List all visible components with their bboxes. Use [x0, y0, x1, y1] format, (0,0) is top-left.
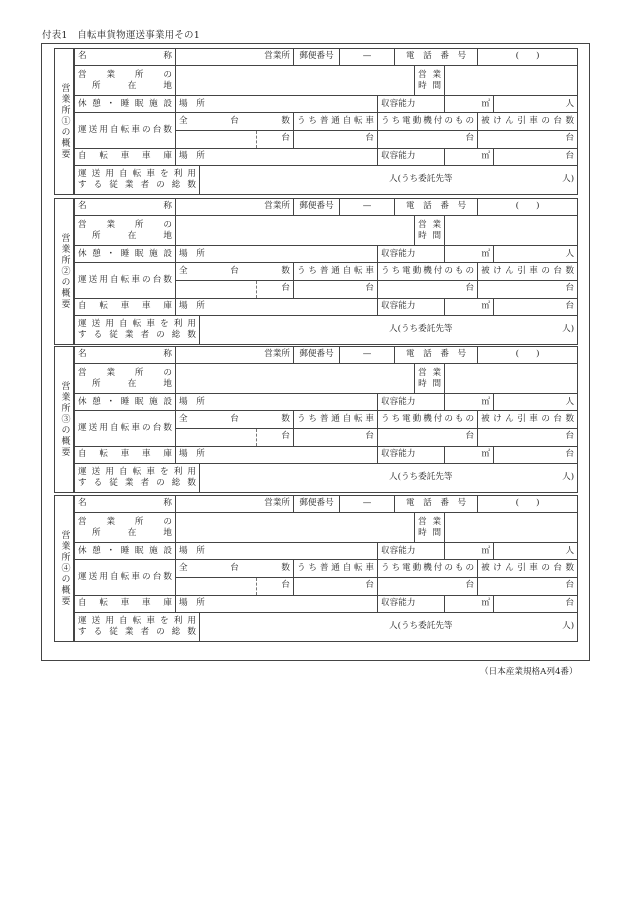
office-table [74, 198, 578, 345]
hours-field[interactable] [445, 216, 578, 246]
rest-capacity-label: 収容能力 [378, 96, 445, 113]
staff-label-line2: する従業者の総数 [78, 329, 196, 340]
rest-capacity-label: 収容能力 [378, 543, 445, 560]
regular-bike-unit[interactable]: 台 [294, 428, 378, 446]
phone-field[interactable]: ( ) [478, 347, 578, 364]
postal-label: 郵便番号 [294, 49, 340, 66]
address-field[interactable] [176, 513, 415, 543]
total-count-input[interactable] [176, 577, 257, 595]
section-side-label [54, 198, 74, 345]
regular-bike-header: うち普通自転車 [294, 263, 378, 280]
rest-facility-label: 休憩・睡眠施設 [75, 543, 176, 560]
electric-bike-unit[interactable]: 台 [378, 577, 478, 595]
rest-area-field[interactable]: ㎡ [445, 96, 494, 113]
bike-count-label: 運送用自転車の台数 [75, 411, 176, 446]
address-label [75, 364, 176, 394]
staff-close-text: 人) [562, 621, 575, 632]
phone-field[interactable]: ( ) [478, 199, 578, 216]
name-label: 名 称 [75, 49, 176, 66]
garage-area-field[interactable]: ㎡ [445, 298, 494, 315]
rest-capacity-label: 収容能力 [378, 394, 445, 411]
hours-label [415, 66, 445, 96]
form-title: 付表1 自転車貨物運送事業用その1 [42, 30, 200, 41]
office-name-field[interactable]: 営業所 [176, 199, 294, 216]
hours-field[interactable] [445, 513, 578, 543]
rest-area-field[interactable]: ㎡ [445, 543, 494, 560]
electric-bike-header: うち電動機付のもの [378, 560, 478, 577]
phone-label: 電 話 番 号 [395, 347, 478, 364]
electric-bike-unit[interactable]: 台 [378, 130, 478, 148]
section-side-label [54, 346, 74, 493]
electric-bike-unit[interactable]: 台 [378, 280, 478, 298]
hours-label-line1: 営業 [418, 70, 442, 81]
rest-facility-label: 休憩・睡眠施設 [75, 394, 176, 411]
section-side-label [54, 48, 74, 195]
total-count-header: 全 台 数 [176, 411, 294, 428]
postal-label: 郵便番号 [294, 199, 340, 216]
rest-capacity-label: 収容能力 [378, 246, 445, 263]
office-name-field[interactable]: 営業所 [176, 496, 294, 513]
garage-place-field[interactable]: 場 所 [176, 446, 378, 463]
name-label: 名 称 [75, 199, 176, 216]
hours-label [415, 216, 445, 246]
address-field[interactable] [176, 364, 415, 394]
phone-label: 電 話 番 号 [395, 199, 478, 216]
address-label-line2: 所在地 [92, 378, 172, 389]
hours-field[interactable] [445, 66, 578, 96]
address-field[interactable] [176, 66, 415, 96]
staff-label-line1: 運送用自転車を利用 [78, 467, 196, 478]
phone-field[interactable]: ( ) [478, 496, 578, 513]
total-count-header: 全 台 数 [176, 560, 294, 577]
staff-value-text: 人(うち委託先等 [389, 621, 453, 632]
rest-place-field[interactable]: 場 所 [176, 246, 378, 263]
postal-field[interactable]: — [340, 496, 395, 513]
standard-footnote: （日本産業規格A列4番） [480, 667, 578, 677]
postal-label: 郵便番号 [294, 496, 340, 513]
postal-field[interactable]: — [340, 199, 395, 216]
regular-bike-unit[interactable]: 台 [294, 280, 378, 298]
garage-capacity-label: 収容能力 [378, 595, 445, 612]
rest-facility-label: 休憩・睡眠施設 [75, 96, 176, 113]
rest-area-field[interactable]: ㎡ [445, 246, 494, 263]
address-label-line2: 所在地 [92, 230, 172, 241]
phone-label: 電 話 番 号 [395, 496, 478, 513]
section-side-text: 営業所④の概要 [59, 530, 70, 607]
garage-capacity-label: 収容能力 [378, 298, 445, 315]
postal-label: 郵便番号 [294, 347, 340, 364]
office-section-3 [54, 346, 577, 493]
regular-bike-header: うち普通自転車 [294, 560, 378, 577]
hours-label-line1: 営業 [418, 517, 442, 528]
garage-count-field[interactable]: 台 [494, 148, 578, 165]
rest-persons-field[interactable]: 人 [494, 394, 578, 411]
electric-bike-unit[interactable]: 台 [378, 428, 478, 446]
hours-label [415, 364, 445, 394]
rest-persons-field[interactable]: 人 [494, 246, 578, 263]
staff-value-text: 人(うち委託先等 [389, 472, 453, 483]
phone-label: 電 話 番 号 [395, 49, 478, 66]
section-side-text: 営業所①の概要 [59, 83, 70, 160]
bike-count-label: 運送用自転車の台数 [75, 560, 176, 595]
electric-bike-header: うち電動機付のもの [378, 263, 478, 280]
address-label-line1: 営業所の [78, 70, 172, 81]
total-count-header: 全 台 数 [176, 263, 294, 280]
hours-label-line1: 営業 [418, 368, 442, 379]
address-label-line1: 営業所の [78, 368, 172, 379]
bike-count-label: 運送用自転車の台数 [75, 113, 176, 148]
regular-bike-header: うち普通自転車 [294, 113, 378, 130]
hours-label-line1: 営業 [418, 220, 442, 231]
staff-total-field[interactable] [200, 463, 578, 492]
rest-persons-field[interactable]: 人 [494, 96, 578, 113]
address-label-line1: 営業所の [78, 517, 172, 528]
address-label [75, 513, 176, 543]
towed-vehicle-header: 被けん引車の台数 [478, 263, 578, 280]
total-count-unit: 台 [257, 280, 294, 298]
office-section-1 [54, 48, 577, 195]
electric-bike-header: うち電動機付のもの [378, 113, 478, 130]
towed-vehicle-unit[interactable]: 台 [478, 428, 578, 446]
office-section-4 [54, 495, 577, 642]
postal-field[interactable]: — [340, 347, 395, 364]
garage-area-field[interactable]: ㎡ [445, 446, 494, 463]
phone-field[interactable]: ( ) [478, 49, 578, 66]
office-table [74, 48, 578, 195]
garage-label: 自転車車庫 [75, 298, 176, 315]
towed-vehicle-header: 被けん引車の台数 [478, 113, 578, 130]
total-count-unit: 台 [257, 428, 294, 446]
total-count-input[interactable] [176, 280, 257, 298]
staff-close-text: 人) [562, 324, 575, 335]
hours-label-line2: 時間 [418, 527, 442, 538]
hours-label-line2: 時間 [418, 230, 442, 241]
staff-close-text: 人) [562, 174, 575, 185]
office-name-field[interactable]: 営業所 [176, 347, 294, 364]
total-count-input[interactable] [176, 130, 257, 148]
address-label [75, 216, 176, 246]
staff-total-field[interactable] [200, 165, 578, 194]
rest-facility-label: 休憩・睡眠施設 [75, 246, 176, 263]
address-label-line2: 所在地 [92, 80, 172, 91]
garage-capacity-label: 収容能力 [378, 148, 445, 165]
regular-bike-unit[interactable]: 台 [294, 130, 378, 148]
hours-label-line2: 時間 [418, 378, 442, 389]
garage-count-field[interactable]: 台 [494, 446, 578, 463]
towed-vehicle-unit[interactable]: 台 [478, 577, 578, 595]
staff-value-text: 人(うち委託先等 [389, 174, 453, 185]
address-field[interactable] [176, 216, 415, 246]
garage-count-field[interactable]: 台 [494, 595, 578, 612]
staff-label [75, 463, 200, 492]
hours-label-line2: 時間 [418, 80, 442, 91]
regular-bike-unit[interactable]: 台 [294, 577, 378, 595]
staff-label-line1: 運送用自転車を利用 [78, 169, 196, 180]
staff-label-line2: する従業者の総数 [78, 179, 196, 190]
total-count-input[interactable] [176, 428, 257, 446]
total-count-header: 全 台 数 [176, 113, 294, 130]
rest-persons-field[interactable]: 人 [494, 543, 578, 560]
regular-bike-header: うち普通自転車 [294, 411, 378, 428]
garage-place-field[interactable]: 場 所 [176, 298, 378, 315]
staff-total-field[interactable] [200, 612, 578, 641]
address-label [75, 66, 176, 96]
garage-place-field[interactable]: 場 所 [176, 595, 378, 612]
garage-count-field[interactable]: 台 [494, 298, 578, 315]
towed-vehicle-unit[interactable]: 台 [478, 130, 578, 148]
hours-label [415, 513, 445, 543]
garage-label: 自転車車庫 [75, 446, 176, 463]
staff-total-field[interactable] [200, 315, 578, 344]
bike-count-label: 運送用自転車の台数 [75, 263, 176, 298]
staff-label-line2: する従業者の総数 [78, 626, 196, 637]
staff-label-line1: 運送用自転車を利用 [78, 319, 196, 330]
garage-label: 自転車車庫 [75, 595, 176, 612]
rest-place-field[interactable]: 場 所 [176, 394, 378, 411]
office-name-field[interactable]: 営業所 [176, 49, 294, 66]
staff-label [75, 315, 200, 344]
towed-vehicle-header: 被けん引車の台数 [478, 560, 578, 577]
office-table [74, 495, 578, 642]
section-side-label [54, 495, 74, 642]
name-label: 名 称 [75, 496, 176, 513]
staff-label [75, 165, 200, 194]
office-table [74, 346, 578, 493]
staff-label-line2: する従業者の総数 [78, 477, 196, 488]
towed-vehicle-unit[interactable]: 台 [478, 280, 578, 298]
garage-area-field[interactable]: ㎡ [445, 595, 494, 612]
rest-area-field[interactable]: ㎡ [445, 394, 494, 411]
postal-field[interactable]: — [340, 49, 395, 66]
total-count-unit: 台 [257, 130, 294, 148]
office-section-2 [54, 198, 577, 345]
garage-capacity-label: 収容能力 [378, 446, 445, 463]
staff-label-line1: 運送用自転車を利用 [78, 616, 196, 627]
hours-field[interactable] [445, 364, 578, 394]
section-side-text: 営業所③の概要 [59, 381, 70, 458]
staff-close-text: 人) [562, 472, 575, 483]
address-label-line2: 所在地 [92, 527, 172, 538]
total-count-unit: 台 [257, 577, 294, 595]
address-label-line1: 営業所の [78, 220, 172, 231]
rest-place-field[interactable]: 場 所 [176, 543, 378, 560]
electric-bike-header: うち電動機付のもの [378, 411, 478, 428]
section-side-text: 営業所②の概要 [59, 233, 70, 310]
staff-label [75, 612, 200, 641]
towed-vehicle-header: 被けん引車の台数 [478, 411, 578, 428]
staff-value-text: 人(うち委託先等 [389, 324, 453, 335]
name-label: 名 称 [75, 347, 176, 364]
rest-place-field[interactable]: 場 所 [176, 96, 378, 113]
garage-place-field[interactable]: 場 所 [176, 148, 378, 165]
garage-area-field[interactable]: ㎡ [445, 148, 494, 165]
garage-label: 自転車車庫 [75, 148, 176, 165]
